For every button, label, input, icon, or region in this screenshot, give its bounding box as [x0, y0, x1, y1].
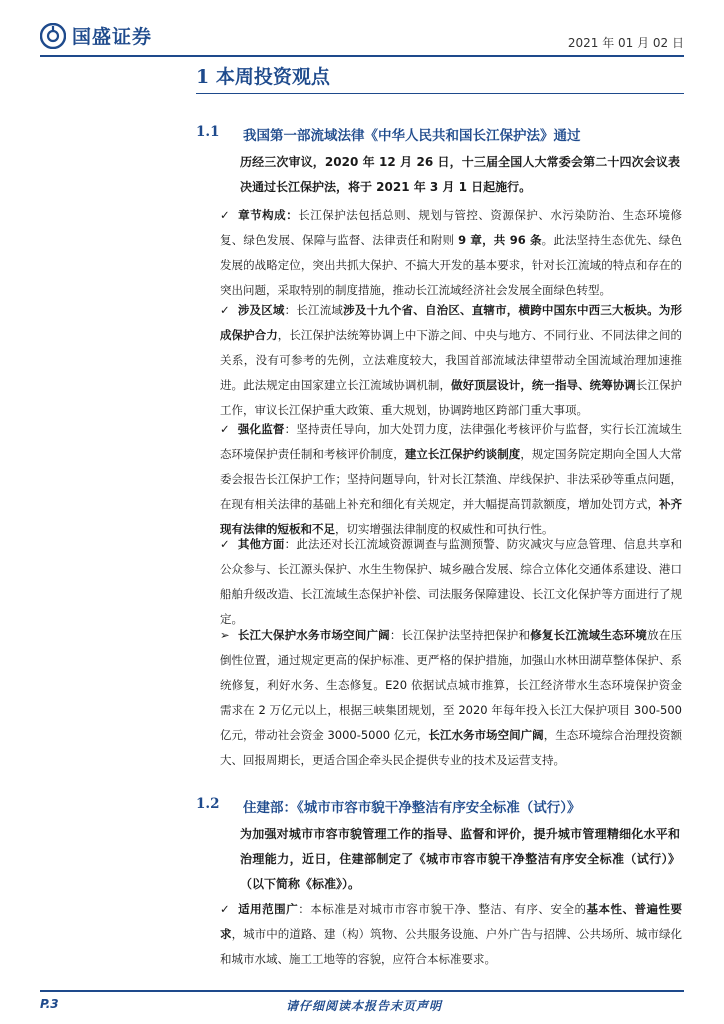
bullet-paragraph — [220, 532, 682, 632]
bold-text: 9 章，共 96 条 — [458, 233, 542, 247]
logo-text: 国盛证券 — [72, 26, 153, 48]
bullet-paragraph — [220, 298, 682, 423]
checkmark-icon: ✓ — [220, 537, 230, 551]
section-divider — [196, 93, 684, 94]
bullet-paragraph — [220, 203, 682, 303]
bold-text: 适用范围广 — [238, 902, 299, 916]
body-text: ，生态环境综合治理投资额大、回报周期长，更适合国企牵头民企提供专业的技术及运营支持。 — [220, 728, 683, 767]
lead-paragraph-1: 历经三次审议，2020 年 12 月 26 日，十三届全国人大常委会第二十四次会议表决通过长江保护法，将于 2021 年 3 月 1 日起施行。 — [240, 155, 680, 194]
bold-text: 涉及区域 — [237, 303, 285, 317]
checkmark-icon: ✓ — [220, 422, 230, 436]
checkmark-icon: ✓ — [220, 208, 231, 222]
subsection-number: 1.2 — [196, 796, 220, 812]
bold-text: 其他方面 — [237, 537, 285, 551]
page-footer — [40, 990, 684, 1024]
body-text: ，切实增强法律制度的权威性和可执行性。 — [335, 522, 554, 536]
page-header — [0, 0, 724, 60]
header-divider — [40, 55, 684, 57]
body-text: 放在压倒性位置，通过规定更高的保护标准、更严格的保护措施，加强山水林田湖草整体保护、系统修复，利好水务、生态修复。E20 依据试点城市推算，长江经济带水生态环境保护资金需求在 2 万亿元以上，根据三峡集团规划，至 2020 年每年投入长江大保护项目 300-500 亿元，带动社会资金 3000-5000 亿元， — [220, 628, 683, 742]
section-title: 1 本周投资观点 — [196, 66, 330, 88]
bold-text: 基本性、普遍性要求 — [220, 902, 683, 941]
body-text: ：本标准是对城市市容市貌干净、整洁、有序、安全的 — [298, 902, 587, 916]
report-date: 2021 年 01 月 02 日 — [567, 36, 684, 50]
bold-text: 修复长江流域生态环境 — [530, 628, 648, 642]
body-text: ：长江流域 — [284, 303, 344, 317]
bold-text: 补齐现有法律的短板和不足 — [220, 497, 683, 536]
body-text: 长江保护工作，审议长江保护重大政策、重大规划，协调跨地区跨部门重大事项。 — [220, 378, 683, 417]
bullet-paragraph — [220, 623, 682, 773]
bold-text: 章节构成： — [238, 208, 299, 222]
checkmark-icon: ✓ — [220, 303, 230, 317]
lead-paragraph-2: 为加强对城市市容市貌管理工作的指导、监督和评价，提升城市管理精细化水平和治理能力，近日，住建部制定了《城市市容市貌干净整洁有序安全标准（试行）》（以下简称《标准》）。 — [240, 827, 680, 891]
bullet-paragraph — [220, 417, 682, 542]
checkmark-icon: ✓ — [220, 902, 231, 916]
page-number: P.3 — [40, 997, 59, 1011]
body-text: ，城市中的道路、建（构）筑物、公共服务设施、户外广告与招牌、公共场所、城市绿化和城市水域、施工工地等的容貌，应符合本标准要求。 — [220, 927, 683, 966]
company-logo — [40, 22, 152, 49]
bold-text: 涉及十九个省、自治区、直辖市，横跨中国东中西三大板块。为形成保护合力 — [220, 303, 683, 342]
logo-icon — [40, 23, 66, 49]
body-text: 长江保护法包括总则、规划与管控、资源保护、水污染防治、生态环境修复、绿色发展、保障与监督、法律责任和附则 — [220, 208, 683, 247]
bold-text: 建立长江保护约谈制度 — [404, 447, 521, 461]
body-text: ：此法还对长江流域资源调查与监测预警、防灾减灾与应急管理、信息共享和公众参与、长江源头保护、水生生物保护、城乡融合发展、综合立体化交通体系建设、港口船舶升级改造、长江流域生态保护补偿、司法服务保障建设、长江文化保护等方面进行了规定。 — [220, 537, 683, 626]
arrow-bullet-icon: ➢ — [220, 628, 230, 642]
bold-text: 做好顶层设计，统一指导、统筹协调 — [451, 378, 636, 392]
disclaimer-text: 请仔细阅读本报告末页声明 — [286, 999, 443, 1013]
bold-text: 长江水务市场空间广阔 — [428, 728, 544, 742]
body-text: ：坚持责任导向，加大处罚力度，法律强化考核评价与监督，实行长江流域生态环境保护责任制和考核评价制度， — [220, 422, 683, 461]
footer-divider — [40, 990, 684, 992]
bullet-paragraph — [220, 897, 682, 972]
body-text: ，长江保护法统筹协调上中下游之间、中央与地方、不同行业、不同法律之间的关系，没有可参考的先例，立法难度较大，我国首部流域法律望带动全国流域治理加速推进。此法规定由国家建立长江流域协调机制， — [220, 328, 683, 392]
bold-text: 长江大保护水务市场空间广阔 — [237, 628, 390, 642]
body-text: ，规定国务院定期向全国人大常委会报告长江保护工作；坚持问题导向，针对长江禁渔、岸线保护、非法采砂等重点问题，在现有相关法律的基础上补充和细化有关规定，并大幅提高罚款额度，增加处罚方式， — [220, 447, 683, 511]
subsection-number: 1.1 — [196, 124, 220, 140]
bold-text: 强化监督 — [237, 422, 285, 436]
subsection-title: 我国第一部流域法律《中华人民共和国长江保护法》通过 — [243, 128, 581, 144]
subsection-title: 住建部：《城市市容市貌干净整洁有序安全标准（试行）》 — [243, 800, 581, 816]
body-text: 。此法坚持生态优先、绿色发展的战略定位，突出共抓大保护、不搞大开发的基本要求，针对长江流域的特点和存在的突出问题，采取特别的制度措施，推动长江流域经济社会发展全面绿色转型。 — [220, 233, 683, 297]
body-text: ：长江保护法坚持把保护和 — [389, 628, 531, 642]
